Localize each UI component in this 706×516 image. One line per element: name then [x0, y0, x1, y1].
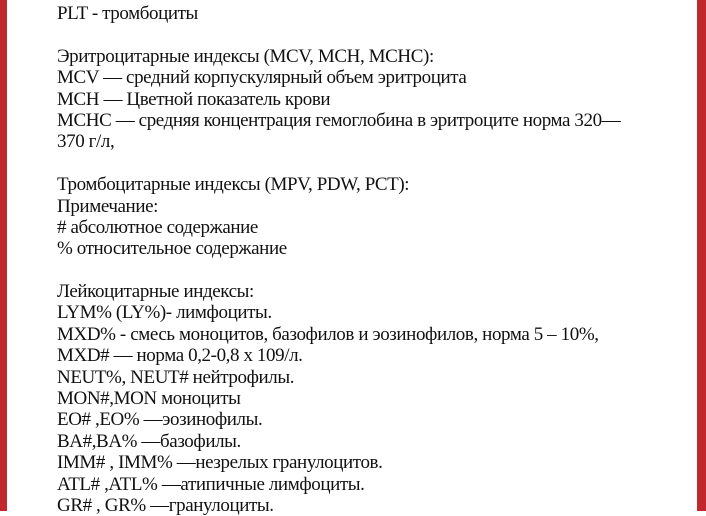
leuko-line: LYM% (LY%)- лимфоциты.: [57, 302, 272, 324]
thrombo-heading: Тромбоцитарные индексы (MPV, PDW, PCT):: [57, 174, 410, 196]
leuko-line: GR# , GR% —гранулоциты.: [57, 494, 274, 516]
erythro-line: MCHC — средняя концентрация гемоглобина в эритроците норма 320—: [57, 109, 621, 131]
leuko-line: MON#,MON моноциты: [57, 388, 241, 410]
document-text: [57, 3, 697, 516]
spacer: [57, 260, 697, 281]
thrombo-line: % относительное содержание: [57, 238, 287, 260]
thrombo-line: Примечание:: [57, 195, 159, 217]
spacer: [57, 153, 697, 174]
spacer: [57, 24, 697, 45]
leuko-line: EO# ,EO% —эозинофилы.: [57, 409, 263, 431]
erythro-line: MCV — средний корпускулярный объем эритроцита: [57, 67, 467, 89]
erythro-heading: Эритроцитарные индексы (MCV, MCH, MCHC):: [57, 45, 434, 67]
leuko-line: MXD# — норма 0,2-0,8 х 109/л.: [57, 345, 303, 367]
leuko-line: ATL# ,ATL% —атипичные лимфоциты.: [57, 473, 365, 495]
right-red-border: [697, 0, 706, 511]
leuko-line: IMM# , IMM% —незрелых гранулоцитов.: [57, 452, 383, 474]
erythro-line: MCH — Цветной показатель крови: [57, 88, 331, 110]
thrombo-line: # абсолютное содержание: [57, 216, 258, 238]
leuko-heading: Лейкоцитарные индексы:: [57, 281, 254, 303]
left-red-border: [0, 0, 7, 511]
leuko-line: MXD% - смесь моноцитов, базофилов и эозинофилов, норма 5 – 10%,: [57, 323, 599, 345]
leuko-line: BA#,BA% —базофилы.: [57, 430, 241, 452]
erythro-line: 370 г/л,: [57, 131, 115, 153]
leuko-line: NEUT%, NEUT# нейтрофилы.: [57, 366, 295, 388]
plt-line: PLT - тромбоциты: [57, 3, 198, 24]
